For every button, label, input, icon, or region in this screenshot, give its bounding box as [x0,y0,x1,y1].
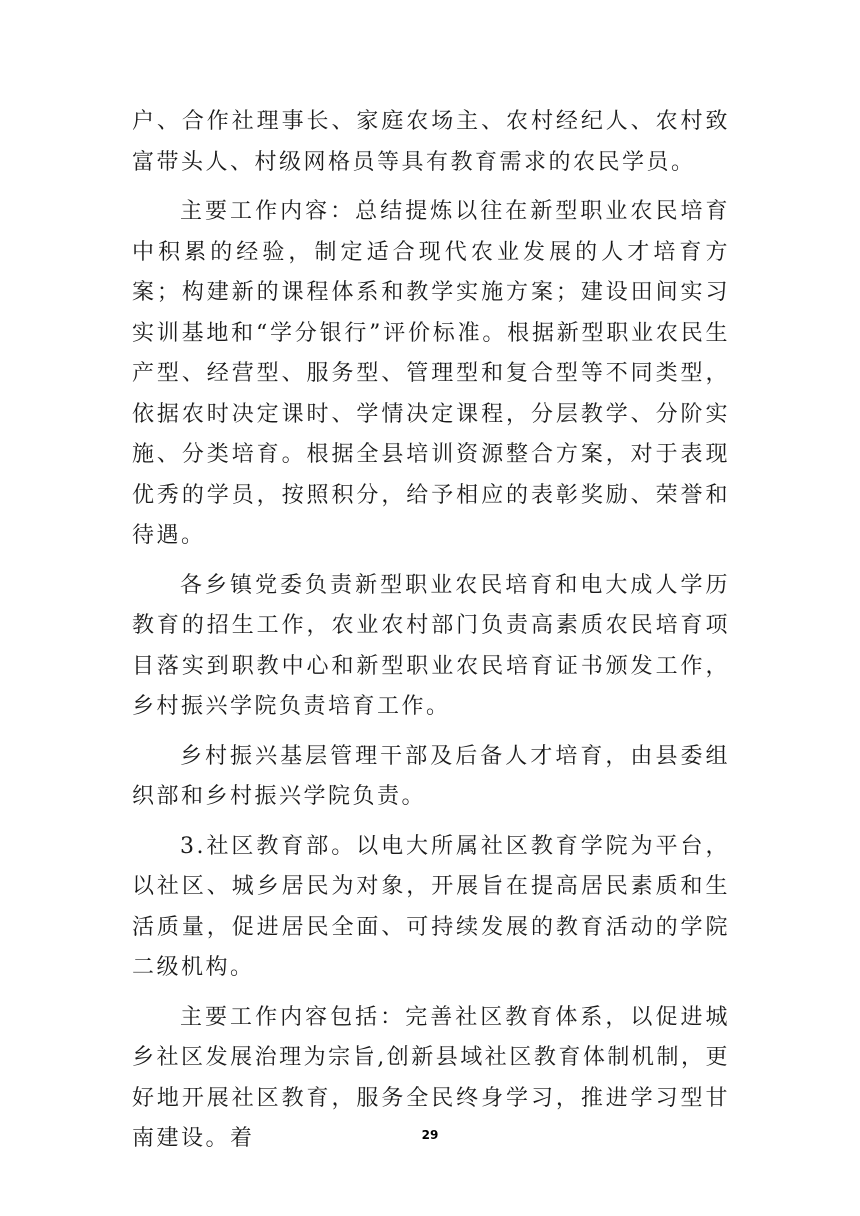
paragraph-5: 3.社区教育部。以电大所属社区教育学院为平台，以社区、城乡居民为对象，开展旨在提高居民素质和生活质量，促进居民全面、可持续发展的教育活动的学院二级机构。 [132,833,730,980]
paragraph-3: 各乡镇党委负责新型职业农民培育和电大成人学历教育的招生工作，农业农村部门负责高素质农民培育项目落实到职教中心和新型职业农民培育证书颁发工作，乡村振兴学院负责培育工作。 [132,572,730,719]
paragraph-4: 乡村振兴基层管理干部及后备人才培育，由县委组织部和乡村振兴学院负责。 [132,743,730,809]
paragraph-2: 主要工作内容：总结提炼以往在新型职业农民培育中积累的经验，制定适合现代农业发展的人才培育方案；构建新的课程体系和教学实施方案；建设田间实习实训基地和“学分银行”评价标准。根据新型职业农民生产型、经营型、服务型、管理型和复合型等不同类型，依据农时决定课时、学情决定课程，分层教学、分阶实施、分类培育。根据全县培训资源整合方案，对于表现优秀的学员，按照积分，给予相应的表彰奖励、荣誉和待遇。 [132,199,730,548]
page-number: 29 [421,1128,439,1142]
body-text [132,102,730,1169]
paragraph-6: 主要工作内容包括：完善社区教育体系，以促进城乡社区发展治理为宗旨,创新县域社区教育体制机制，更好地开展社区教育，服务全民终身学习，推进学习型甘南建设。着 [132,1004,730,1151]
paragraph-1: 户、合作社理事长、家庭农场主、农村经纪人、农村致富带头人、村级网格员等具有教育需求的农民学员。 [132,109,730,175]
